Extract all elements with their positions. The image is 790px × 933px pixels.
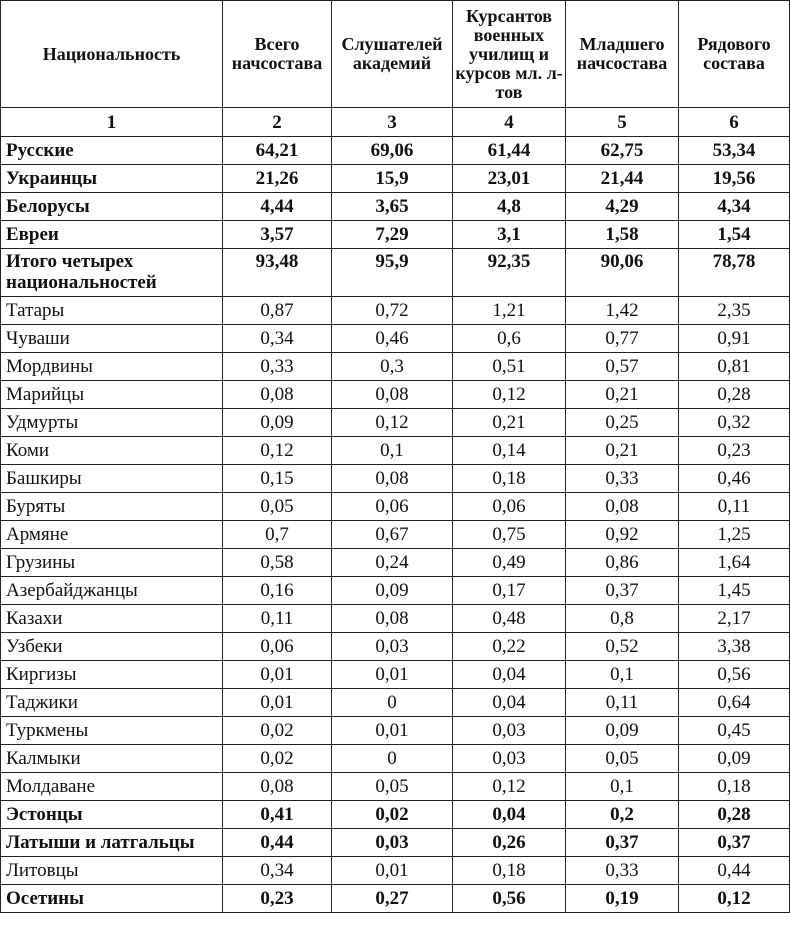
percentage-cell: 2,17 xyxy=(679,605,790,633)
percentage-cell: 1,54 xyxy=(679,221,790,249)
nationality-name: Грузины xyxy=(1,549,223,577)
table-row xyxy=(1,297,790,325)
nationality-name: Украинцы xyxy=(1,165,223,193)
percentage-cell: 21,26 xyxy=(223,165,332,193)
nationality-name: Чуваши xyxy=(1,325,223,353)
percentage-cell: 0,37 xyxy=(679,829,790,857)
nationality-name: Марийцы xyxy=(1,381,223,409)
header-row xyxy=(1,1,790,108)
percentage-cell: 1,21 xyxy=(453,297,566,325)
percentage-cell: 0,04 xyxy=(453,661,566,689)
table-row xyxy=(1,689,790,717)
nationality-name: Удмурты xyxy=(1,409,223,437)
percentage-cell: 0,14 xyxy=(453,437,566,465)
percentage-cell: 0,27 xyxy=(332,885,453,913)
table-row xyxy=(1,249,790,297)
percentage-cell: 0,01 xyxy=(332,661,453,689)
column-number: 2 xyxy=(223,108,332,137)
percentage-cell: 61,44 xyxy=(453,137,566,165)
table-row xyxy=(1,221,790,249)
percentage-cell: 0 xyxy=(332,745,453,773)
table-header xyxy=(1,1,790,108)
percentage-cell: 95,9 xyxy=(332,249,453,297)
percentage-cell: 0,33 xyxy=(566,857,679,885)
percentage-cell: 0,86 xyxy=(566,549,679,577)
percentage-cell: 0,09 xyxy=(332,577,453,605)
nationality-name: Киргизы xyxy=(1,661,223,689)
table-row xyxy=(1,437,790,465)
table-row xyxy=(1,549,790,577)
header-junior-command: Младшего начсостава xyxy=(566,1,679,108)
nationality-name: Латыши и латгальцы xyxy=(1,829,223,857)
percentage-cell: 7,29 xyxy=(332,221,453,249)
header-rank-and-file: Рядового состава xyxy=(679,1,790,108)
nationality-name: Литовцы xyxy=(1,857,223,885)
table-row xyxy=(1,661,790,689)
percentage-cell: 0,87 xyxy=(223,297,332,325)
percentage-cell: 3,65 xyxy=(332,193,453,221)
column-number: 5 xyxy=(566,108,679,137)
percentage-cell: 0,16 xyxy=(223,577,332,605)
percentage-cell: 4,34 xyxy=(679,193,790,221)
nationality-name: Коми xyxy=(1,437,223,465)
percentage-cell: 0,08 xyxy=(223,381,332,409)
percentage-cell: 0,51 xyxy=(453,353,566,381)
percentage-cell: 2,35 xyxy=(679,297,790,325)
percentage-cell: 0,58 xyxy=(223,549,332,577)
percentage-cell: 3,57 xyxy=(223,221,332,249)
percentage-cell: 0,21 xyxy=(566,381,679,409)
percentage-cell: 0,3 xyxy=(332,353,453,381)
percentage-cell: 0,08 xyxy=(332,605,453,633)
percentage-cell: 0,81 xyxy=(679,353,790,381)
percentage-cell: 53,34 xyxy=(679,137,790,165)
table-row xyxy=(1,409,790,437)
percentage-cell: 0,11 xyxy=(679,493,790,521)
percentage-cell: 0,77 xyxy=(566,325,679,353)
nationality-name: Туркмены xyxy=(1,717,223,745)
percentage-cell: 0,21 xyxy=(453,409,566,437)
table-row xyxy=(1,353,790,381)
nationality-name: Молдаване xyxy=(1,773,223,801)
table-row xyxy=(1,165,790,193)
percentage-cell: 0,08 xyxy=(566,493,679,521)
header-total-command: Всего начсостава xyxy=(223,1,332,108)
percentage-cell: 1,45 xyxy=(679,577,790,605)
percentage-cell: 0,33 xyxy=(223,353,332,381)
percentage-cell: 0,19 xyxy=(566,885,679,913)
table-row xyxy=(1,717,790,745)
percentage-cell: 3,1 xyxy=(453,221,566,249)
header-cadets: Курсантов военных училищ и курсов мл. л-тов xyxy=(453,1,566,108)
percentage-cell: 0,2 xyxy=(566,801,679,829)
nationality-name: Татары xyxy=(1,297,223,325)
percentage-cell: 0,04 xyxy=(453,801,566,829)
percentage-cell: 0,28 xyxy=(679,801,790,829)
percentage-cell: 0,01 xyxy=(223,689,332,717)
percentage-cell: 0,52 xyxy=(566,633,679,661)
nationality-name: Мордвины xyxy=(1,353,223,381)
nationality-name: Узбеки xyxy=(1,633,223,661)
percentage-cell: 0,01 xyxy=(332,717,453,745)
percentage-cell: 0,09 xyxy=(566,717,679,745)
percentage-cell: 0,24 xyxy=(332,549,453,577)
nationality-name: Казахи xyxy=(1,605,223,633)
percentage-cell: 0,06 xyxy=(223,633,332,661)
percentage-cell: 0,1 xyxy=(566,773,679,801)
table-row xyxy=(1,465,790,493)
percentage-cell: 0,44 xyxy=(223,829,332,857)
percentage-cell: 62,75 xyxy=(566,137,679,165)
percentage-cell: 0,11 xyxy=(223,605,332,633)
percentage-cell: 0,03 xyxy=(453,717,566,745)
table-row xyxy=(1,745,790,773)
percentage-cell: 0,12 xyxy=(453,773,566,801)
percentage-cell: 0,67 xyxy=(332,521,453,549)
table-row xyxy=(1,857,790,885)
nationality-name: Эстонцы xyxy=(1,801,223,829)
percentage-cell: 0,01 xyxy=(332,857,453,885)
percentage-cell: 0,34 xyxy=(223,325,332,353)
percentage-cell: 69,06 xyxy=(332,137,453,165)
percentage-cell: 0,02 xyxy=(223,745,332,773)
percentage-cell: 0,12 xyxy=(223,437,332,465)
table-row xyxy=(1,829,790,857)
percentage-cell: 0,25 xyxy=(566,409,679,437)
percentage-cell: 0,45 xyxy=(679,717,790,745)
nationality-name: Калмыки xyxy=(1,745,223,773)
percentage-cell: 0,1 xyxy=(332,437,453,465)
percentage-cell: 0,92 xyxy=(566,521,679,549)
percentage-cell: 0,91 xyxy=(679,325,790,353)
column-number-row xyxy=(1,108,790,137)
header-nationality: Национальность xyxy=(1,1,223,108)
percentage-cell: 0,32 xyxy=(679,409,790,437)
percentage-cell: 0,09 xyxy=(679,745,790,773)
percentage-cell: 4,8 xyxy=(453,193,566,221)
nationality-name: Русские xyxy=(1,137,223,165)
nationality-name: Осетины xyxy=(1,885,223,913)
percentage-cell: 3,38 xyxy=(679,633,790,661)
table-row xyxy=(1,773,790,801)
percentage-cell: 0,03 xyxy=(332,829,453,857)
percentage-cell: 21,44 xyxy=(566,165,679,193)
percentage-cell: 0,46 xyxy=(332,325,453,353)
percentage-cell: 0,28 xyxy=(679,381,790,409)
percentage-cell: 0,08 xyxy=(332,465,453,493)
percentage-cell: 0,1 xyxy=(566,661,679,689)
percentage-cell: 1,58 xyxy=(566,221,679,249)
nationality-name: Евреи xyxy=(1,221,223,249)
percentage-cell: 0,7 xyxy=(223,521,332,549)
percentage-cell: 1,42 xyxy=(566,297,679,325)
nationality-name: Армяне xyxy=(1,521,223,549)
nationality-name: Итого четырех национальностей xyxy=(1,249,223,297)
column-number: 3 xyxy=(332,108,453,137)
percentage-cell: 0,05 xyxy=(332,773,453,801)
percentage-cell: 0,49 xyxy=(453,549,566,577)
percentage-cell: 93,48 xyxy=(223,249,332,297)
percentage-cell: 0,41 xyxy=(223,801,332,829)
nationality-name: Буряты xyxy=(1,493,223,521)
percentage-cell: 0,02 xyxy=(223,717,332,745)
percentage-cell: 0,03 xyxy=(453,745,566,773)
percentage-cell: 0,44 xyxy=(679,857,790,885)
percentage-cell: 0,12 xyxy=(453,381,566,409)
percentage-cell: 90,06 xyxy=(566,249,679,297)
percentage-cell: 0,04 xyxy=(453,689,566,717)
percentage-cell: 0,08 xyxy=(332,381,453,409)
percentage-cell: 0,33 xyxy=(566,465,679,493)
percentage-cell: 92,35 xyxy=(453,249,566,297)
percentage-cell: 0,08 xyxy=(223,773,332,801)
percentage-cell: 0,26 xyxy=(453,829,566,857)
percentage-cell: 0,11 xyxy=(566,689,679,717)
percentage-cell: 0,06 xyxy=(332,493,453,521)
table-row xyxy=(1,521,790,549)
percentage-cell: 0,03 xyxy=(332,633,453,661)
percentage-cell: 0,18 xyxy=(453,857,566,885)
percentage-cell: 4,44 xyxy=(223,193,332,221)
percentage-cell: 0,37 xyxy=(566,577,679,605)
percentage-cell: 64,21 xyxy=(223,137,332,165)
column-number: 1 xyxy=(1,108,223,137)
percentage-cell: 0 xyxy=(332,689,453,717)
percentage-cell: 0,46 xyxy=(679,465,790,493)
percentage-cell: 0,09 xyxy=(223,409,332,437)
percentage-cell: 0,05 xyxy=(566,745,679,773)
percentage-cell: 1,64 xyxy=(679,549,790,577)
percentage-cell: 0,48 xyxy=(453,605,566,633)
nationality-name: Таджики xyxy=(1,689,223,717)
table-row xyxy=(1,493,790,521)
percentage-cell: 0,12 xyxy=(332,409,453,437)
table-body xyxy=(1,108,790,913)
percentage-cell: 0,56 xyxy=(453,885,566,913)
table-row xyxy=(1,137,790,165)
percentage-cell: 0,56 xyxy=(679,661,790,689)
nationality-name: Азербайджанцы xyxy=(1,577,223,605)
table-row xyxy=(1,577,790,605)
percentage-cell: 0,75 xyxy=(453,521,566,549)
percentage-cell: 1,25 xyxy=(679,521,790,549)
percentage-cell: 0,72 xyxy=(332,297,453,325)
percentage-cell: 0,01 xyxy=(223,661,332,689)
percentage-cell: 0,15 xyxy=(223,465,332,493)
percentage-cell: 0,23 xyxy=(679,437,790,465)
percentage-cell: 78,78 xyxy=(679,249,790,297)
percentage-cell: 0,34 xyxy=(223,857,332,885)
percentage-cell: 0,06 xyxy=(453,493,566,521)
percentage-cell: 0,64 xyxy=(679,689,790,717)
percentage-cell: 0,02 xyxy=(332,801,453,829)
percentage-cell: 0,23 xyxy=(223,885,332,913)
percentage-cell: 0,6 xyxy=(453,325,566,353)
percentage-cell: 19,56 xyxy=(679,165,790,193)
percentage-cell: 0,18 xyxy=(453,465,566,493)
table-row xyxy=(1,885,790,913)
percentage-cell: 0,18 xyxy=(679,773,790,801)
percentage-cell: 4,29 xyxy=(566,193,679,221)
table-row xyxy=(1,633,790,661)
percentage-cell: 0,21 xyxy=(566,437,679,465)
percentage-cell: 0,17 xyxy=(453,577,566,605)
table-row xyxy=(1,801,790,829)
header-academy-students: Слушателей академий xyxy=(332,1,453,108)
percentage-cell: 23,01 xyxy=(453,165,566,193)
nationality-name: Белорусы xyxy=(1,193,223,221)
percentage-cell: 0,57 xyxy=(566,353,679,381)
nationality-name: Башкиры xyxy=(1,465,223,493)
percentage-cell: 0,05 xyxy=(223,493,332,521)
percentage-cell: 0,22 xyxy=(453,633,566,661)
percentage-cell: 15,9 xyxy=(332,165,453,193)
table-row xyxy=(1,605,790,633)
percentage-cell: 0,12 xyxy=(679,885,790,913)
column-number: 4 xyxy=(453,108,566,137)
table-row xyxy=(1,325,790,353)
percentage-cell: 0,8 xyxy=(566,605,679,633)
table-row xyxy=(1,381,790,409)
percentage-cell: 0,37 xyxy=(566,829,679,857)
table-row xyxy=(1,193,790,221)
column-number: 6 xyxy=(679,108,790,137)
